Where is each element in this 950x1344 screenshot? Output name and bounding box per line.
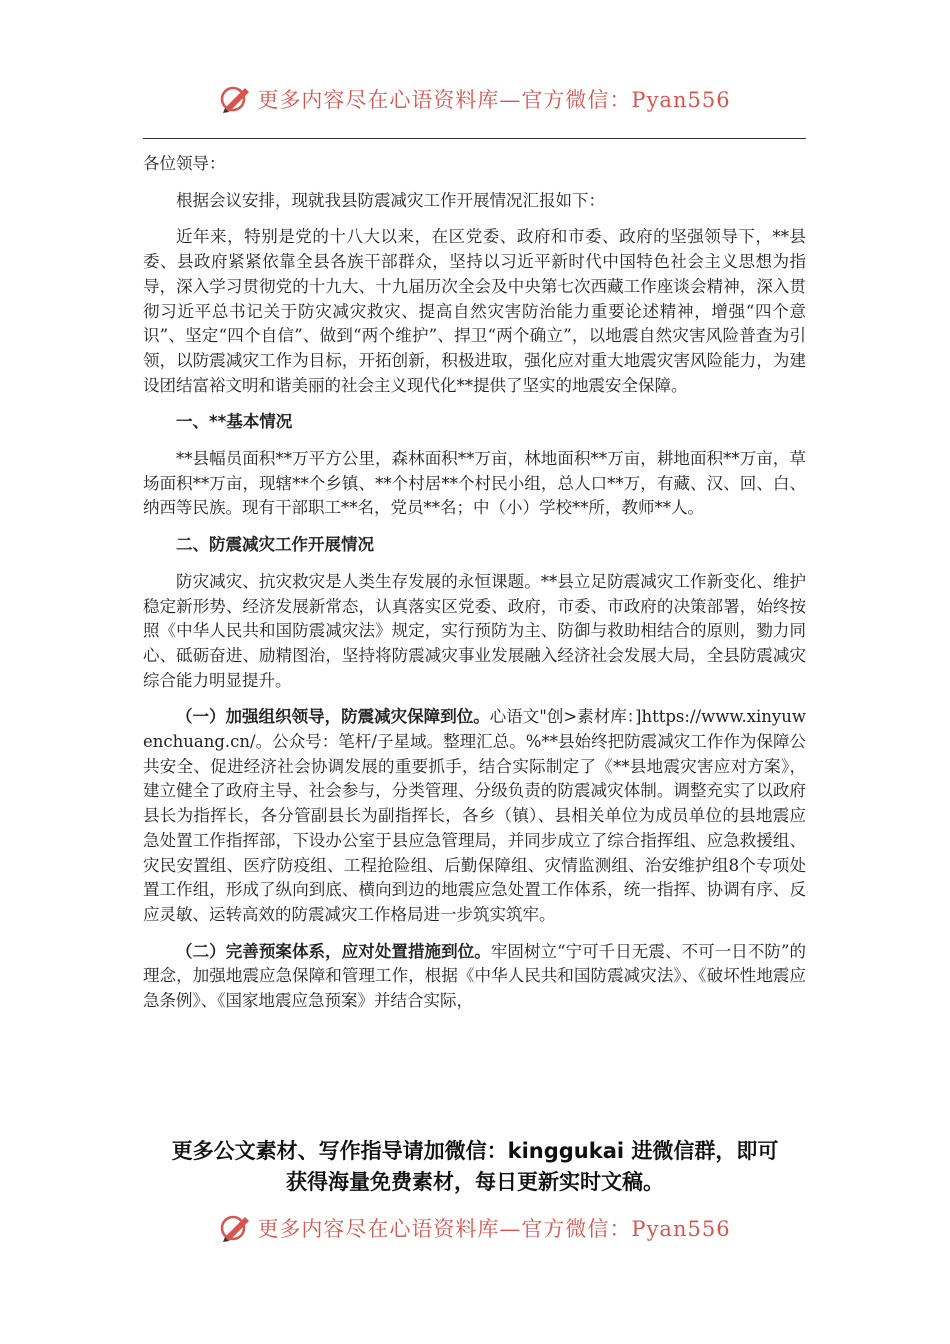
salutation: 各位领导： bbox=[143, 154, 226, 173]
promo-line-1: 更多公文素材、写作指导请加微信：kinggukai 进微信群，即可 bbox=[171, 1139, 779, 1163]
subsection-1 bbox=[143, 705, 806, 927]
section-1-title: 一、**基本情况 bbox=[176, 412, 293, 432]
section-2-body: 防灾减灾、抗灾救灾是人类生存发展的永恒课题。**县立足防震减灾工作新变化、维护稳定新形势、经济发展新常态，认真落实区党委、政府，市委、市政府的决策部署，始终按照《中华人民共和国防震减灾法》规定，实行预防为主、防御与救助相结合的原则，勠力同心、砥砺奋进、励精图治，坚持将防震减灾事业发展融入经济社会发展大局，全县防震减灾综合能力明显提升。 bbox=[143, 571, 806, 690]
pen-logo-icon bbox=[219, 84, 253, 119]
footer-brand bbox=[0, 1213, 950, 1248]
header-brand-text: 更多内容尽在心语资料库—官方微信：Pyan556 bbox=[257, 88, 731, 112]
pen-logo-icon bbox=[219, 1213, 253, 1248]
promo-line-2: 获得海量免费素材，每日更新实时文稿。 bbox=[286, 1170, 664, 1194]
section-2-title: 二、防震减灾工作开展情况 bbox=[176, 535, 374, 555]
subsection-1-body: 心语文"创>素材库：]https://www.xinyuwenchuang.cn/。公众号：笔杆/子星域。整理汇总。%**县始终把防震减灾工作作为保障公共安全、促进经济社会协调发展的重要抓手，结合实际制定了《**县地震灾害应对方案》，建立健全了政府主导、社会参与，分类管理、分级负责的防震减灾体制。调整充实了以政府县长为指挥长，各分管副县长为副指挥长，各乡（镇）、县相关单位为成员单位的县地震应急处置工作指挥部，下设办公室于县应急管理局，并同步成立了综合指挥组、应急救援组、灾民安置组、医疗防疫组、工程抢险组、后勤保障组、灾情监测组、治安维护组8个专项处置工作组，形成了纵向到底、横向到边的地震应急处置工作体系，统一指挥、协调有序、反应灵敏、运转高效的防震减灾工作格局进一步筑实筑牢。 bbox=[143, 707, 807, 924]
subsection-2-body: 牢固树立“宁可千日无震、不可一日不防”的理念，加强地震应急保障和管理工作，根据《中华人民共和国防震减灾法》、《破坏性地震应急条例》、《国家地震应急预案》并结合实际， bbox=[143, 941, 806, 1011]
promo-banner bbox=[100, 1136, 850, 1198]
paragraph-1: 近年来，特别是党的十八大以来，在区党委、政府和市委、政府的坚强领导下，**县委、县政府紧紧依靠全县各族干部群众，坚持以习近平新时代中国特色社会主义思想为指导，深入学习贯彻党的十九大、十九届历次全会及中央第七次西藏工作座谈会精神，深入贯彻习近平总书记关于防灾减灾救灾、提高自然灾害防治能力重要论述精神，增强“四个意识”、坚定“四个自信”、做到“两个维护”、捍卫“两个确立”，以地震自然灾害风险普查为引领，以防震减灾工作为目标，开拓创新，积极进取，强化应对重大地震灾害风险能力，为建设团结富裕文明和谐美丽的社会主义现代化**提供了坚实的地震安全保障。 bbox=[143, 227, 806, 395]
intro-paragraph: 根据会议安排，现就我县防震减灾工作开展情况汇报如下： bbox=[176, 190, 605, 210]
header-brand bbox=[0, 84, 950, 119]
subsection-2 bbox=[143, 940, 806, 1014]
subsection-1-lead: （一）加强组织领导，防震减灾保障到位。 bbox=[176, 707, 490, 727]
header-divider bbox=[143, 138, 806, 139]
section-1-body: **县幅员面积**万平方公里，森林面积**万亩，林地面积**万亩，耕地面积**万亩，草场面积**万亩，现辖**个乡镇、**个村居**个村民小组，总人口**万，有藏、汉、回、白、纳西等民族。现有干部职工**名，党员**名；中（小）学校**所，教师**人。 bbox=[143, 449, 806, 518]
document-body bbox=[143, 152, 806, 1026]
footer-brand-text: 更多内容尽在心语资料库—官方微信：Pyan556 bbox=[257, 1217, 731, 1241]
subsection-2-lead: （二）完善预案体系，应对处置措施到位。 bbox=[176, 941, 491, 961]
